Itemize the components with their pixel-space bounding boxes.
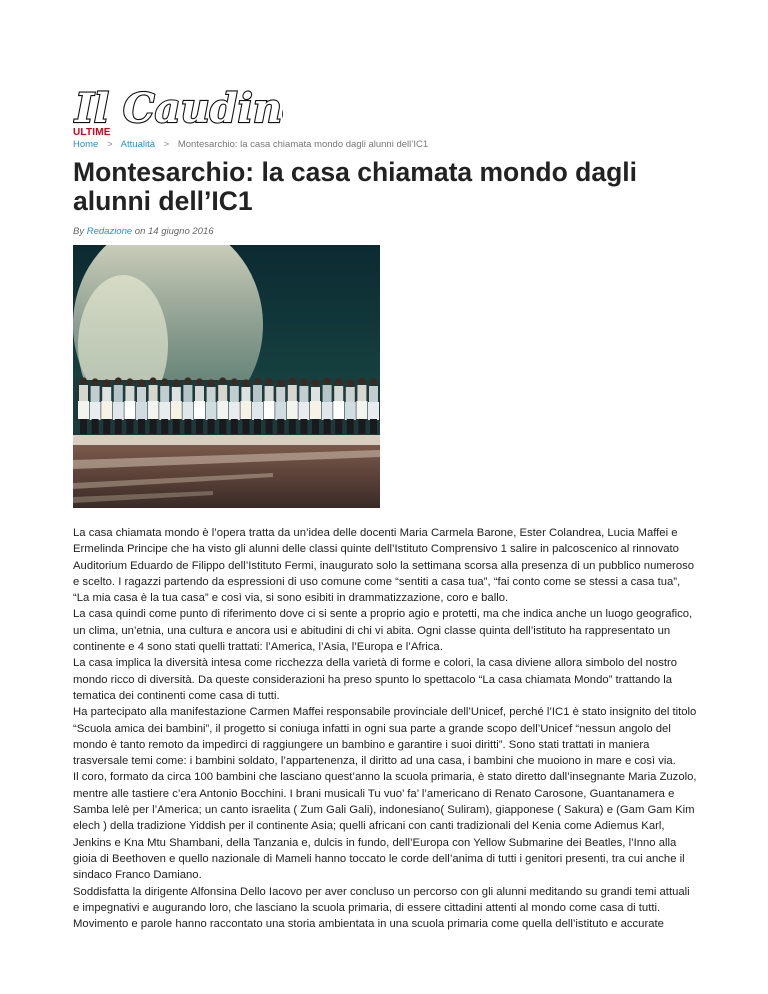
article-paragraph: La casa chiamata mondo è l’opera tratta da un’idea delle docenti Maria Carmela Barone, Ester Colandrea, Lucia Maffei e Ermelinda Principe che ha visto gli alunni delle classi quinte dell’Istituto Comprensivo 1 salire in palcoscenico al rinnovato Auditorium Eduardo de Filippo dell’Istituto Fermi, inaugurato solo la settimana scorsa alla presenza di un pubblico numeroso e scelto. I ragazzi partendo da espressioni di uso comune come “sentiti a casa tua”, “fai conto come se stessi a casa tua”, “La mia casa è la tua casa” e così via, si sono esibiti in drammatizzazione, coro e ballo.	[73, 527, 695, 605]
publish-date: 14 giugno 2016	[148, 226, 214, 237]
breadcrumb-current: Montesarchio: la casa chiamata mondo dagli alunni dell’IC1	[177, 139, 429, 150]
article-paragraph: Il coro, formato da circa 100 bambini che lasciano quest’anno la scuola primaria, è stato diretto dall’insegnante Maria Zuzolo, mentre alle tastiere c’era Antonio Bocchini. I brani musicali Tu vuo’ fa’ l’americano di Renato Carosone, Guantanamera e Samba lelè per l’America; un canto israelita ( Zum Gali Gali), indonesiano( Suliram), giapponese ( Sakura) e (Gam Gam Kim elech ) della tradizione Yiddish per il continente Asia; quelli africani con canti tradizionali del Kenia come Adiemus Karl, Jenkins e Kna Mtu Shambani, della Tanzania e, dulcis in fundo, dell’Europa con Yellow Submarine dei Beatles, l’Inno alla gioia di Beethoven e quello nazionale di Mameli hanno toccato le corde dell’anima di tutti i genitori presenti, tra cui anche il sindaco Franco Damiano.	[73, 771, 697, 882]
article-title: Montesarchio: la casa chiamata mondo dagli alunni dell’IC1	[73, 157, 638, 216]
breadcrumb-separator: >	[163, 139, 170, 150]
breadcrumb-category-link[interactable]: Attualità	[120, 139, 155, 150]
stage-photo-illustration	[73, 245, 380, 508]
byline-prefix: By	[73, 226, 85, 237]
article-paragraph: La casa implica la diversità intesa come ricchezza della varietà di forme e colori, la casa diviene allora simbolo del nostro mondo ricco di diversità. Da queste considerazioni ha preso spunto lo spettacolo “La casa chiamata Mondo” trattando la tematica dei continenti come casa di tutti.	[73, 657, 678, 702]
article-paragraph: La casa quindi come punto di riferimento dove ci si sente a proprio agio e protetti, ma che indica anche un luogo geografico, un clima, un’etnia, una cultura e ancora usi e abitudini di chi vi abita. Ogni classe quinta dell’istituto ha rappresentato un continente e 4 sono stati quelli trattati: l’America, l’Asia, l’Europa e l’Africa.	[73, 608, 693, 654]
article-paragraph: Soddisfatta la dirigente Alfonsina Dello Iacovo per aver concluso un percorso con gli alunni meditando su grandi temi attuali e impegnativi e augurando loro, che lasciano la scuola primaria, di essere cittadini attenti al mondo come casa di tutti.	[73, 885, 690, 914]
breadcrumb-home-link[interactable]: Home	[73, 139, 99, 150]
article-body	[73, 525, 698, 932]
logo-wordmark	[73, 82, 283, 132]
logo-text: Il Caudin	[75, 85, 282, 132]
author-link[interactable]: Redazione	[86, 226, 133, 237]
article-byline	[73, 226, 214, 237]
article-photo	[73, 245, 380, 508]
breadcrumb-separator: >	[106, 139, 113, 150]
breadcrumb	[73, 139, 428, 150]
date-prefix: on	[134, 226, 146, 237]
site-logo[interactable]	[73, 82, 283, 132]
section-label-ultime: ULTIME	[73, 127, 111, 138]
article-paragraph: Movimento e parole hanno raccontato una storia ambientata in una scuola primaria come quella dell’istituto e accurate	[73, 918, 664, 931]
article-paragraph: Ha partecipato alla manifestazione Carmen Maffei responsabile provinciale dell’Unicef, perché l’IC1 è stato insignito del titolo “Scuola amica dei bambini”, il progetto si coniuga infatti in ogni sua parte a grande scopo dell’Unicef “nessun angolo del mondo è tanto remoto da impedirci di raggiungere un bambino e garantire i suoi diritti”. Sono stati trattati in maniera trasversale temi come: i bambini soldato, l’appartenenza, il diritto ad una casa, i bambini che muoiono in mare e così via.	[73, 706, 697, 768]
